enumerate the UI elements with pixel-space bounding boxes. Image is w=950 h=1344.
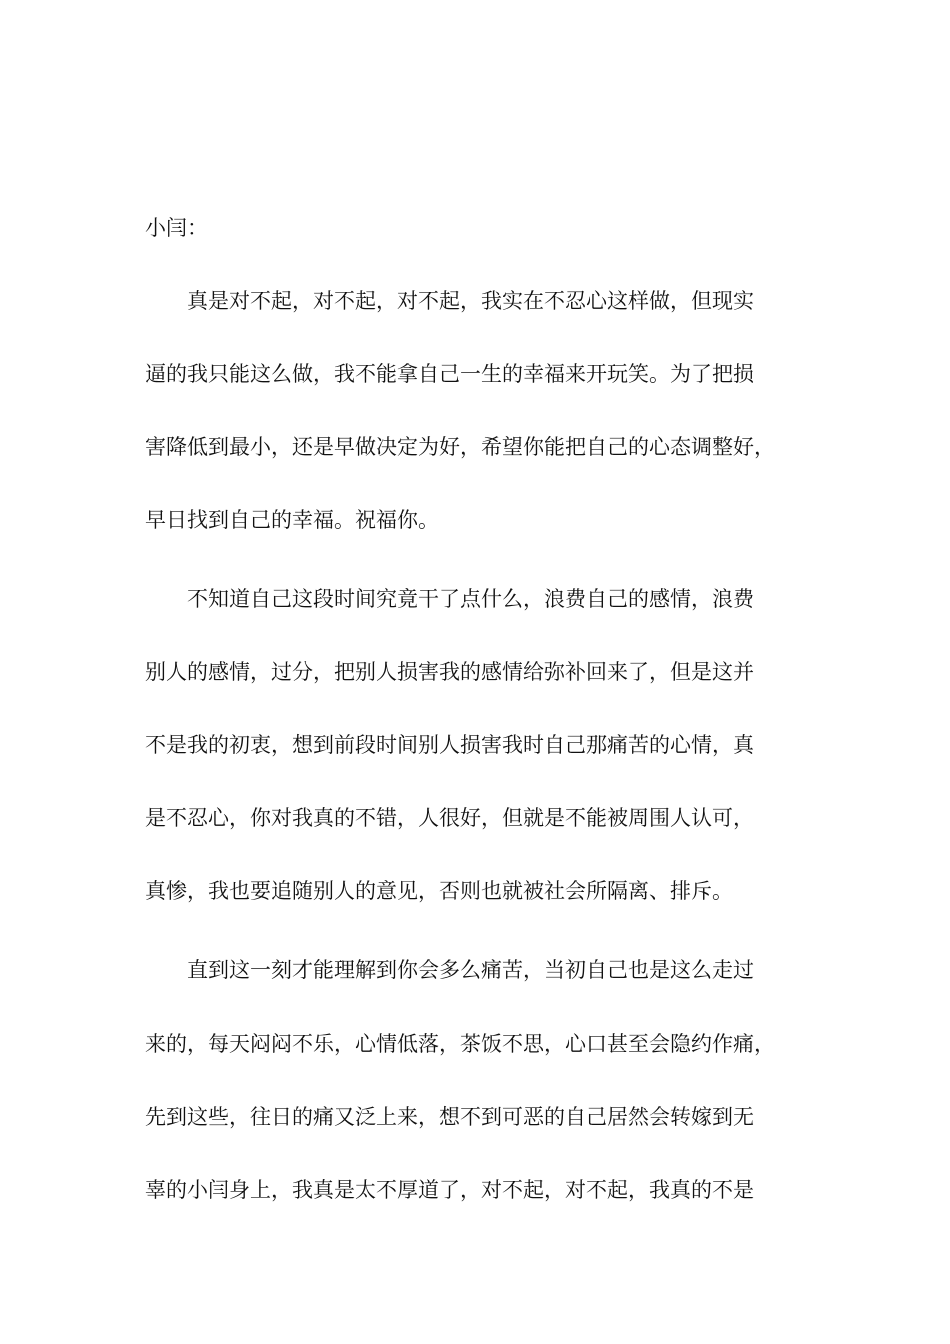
text-line: 早日找到自己的幸福。祝福你。: [145, 508, 439, 532]
text-line: 逼的我只能这么做，我不能拿自己一生的幸福来开玩笑。为了把损: [145, 362, 754, 386]
text-line: 真是对不起，对不起，对不起，我实在不忍心这样做，但现实: [145, 289, 754, 313]
text-line: 不知道自己这段时间究竟干了点什么，浪费自己的感情，浪费: [145, 587, 754, 611]
text-line: 不是我的初衷，想到前段时间别人损害我时自己那痛苦的心情，真: [145, 733, 754, 757]
text-line: 辜的小闫身上，我真是太不厚道了，对不起，对不起，我真的不是: [145, 1178, 754, 1202]
text-line: 先到这些，往日的痛又泛上来，想不到可恶的自己居然会转嫁到无: [145, 1105, 754, 1129]
text-line: 别人的感情，过分，把别人损害我的感情给弥补回来了，但是这并: [145, 660, 754, 684]
text-line: 来的，每天闷闷不乐，心情低落，茶饭不思，心口甚至会隐约作痛，: [145, 1032, 775, 1056]
text-line: 害降低到最小，还是早做决定为好，希望你能把自己的心态调整好，: [145, 435, 775, 459]
text-line: 直到这一刻才能理解到你会多么痛苦，当初自己也是这么走过: [145, 958, 754, 982]
text-line: 真惨，我也要追随别人的意见，否则也就被社会所隔离、排斥。: [145, 879, 733, 903]
text-line: 是不忍心，你对我真的不错，人很好，但就是不能被周围人认可，: [145, 806, 754, 830]
salutation: 小闫：: [145, 216, 208, 240]
